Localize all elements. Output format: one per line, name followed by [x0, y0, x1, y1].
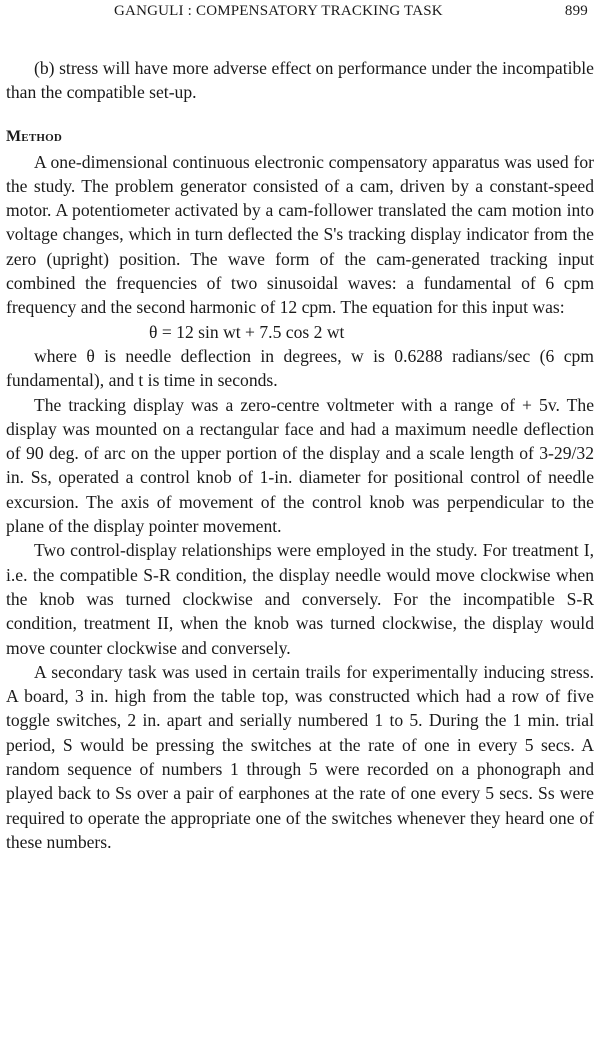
paragraph-apparatus: A one-dimensional continuous electronic compensatory apparatus was used for the study. The problem generator consisted of a cam, driven by a constant-speed motor. A potentiometer activated by a cam-follower translated the cam motion into voltage changes, which in turn deflected the S's tracking display indicator from the zero (upright) position. The wave form of the cam-generated tracking input combined the frequencies of two sinusoidal waves: a fundamental of 6 cpm frequency and the second harmonic of 12 cpm. The equation for this input was:: [6, 151, 594, 318]
section-heading-method: Method: [6, 127, 63, 145]
equation: θ = 12 sin wt + 7.5 cos 2 wt: [149, 321, 345, 342]
paragraph-tracking-display: The tracking display was a zero-centre voltmeter with a range of + 5v. The display was mounted on a rectangular face and had a maximum needle deflection of 90 deg. of arc on the upper portion of the display and a scale length of 3-29/32 in. Ss, operated a control knob of 1-in. diameter for positional control of needle excursion. The axis of movement of the control knob was perpendicular to the plane of the display pointer movement.: [6, 394, 594, 537]
body-text: [6, 56, 594, 854]
paragraph-equation-terms: where θ is needle deflection in degrees, w is 0.6288 radians/sec (6 cpm fundamental), and t is time in seconds.: [6, 345, 594, 391]
paragraph-secondary-task: A secondary task was used in certain trails for experimentally inducing stress. A board, 3 in. high from the table top, was constructed which had a row of five toggle switches, 2 in. apart and serially numbered 1 to 5. During the 1 min. trial period, S would be pressing the switches at the rate of one in every 5 secs. A random sequence of numbers 1 through 5 were recorded on a phonograph and played back to Ss over a pair of earphones at the rate of one every 5 secs. Ss were required to operate the appropriate one of the switches whenever they heard one of these numbers.: [6, 661, 594, 852]
page-number: 899: [564, 3, 588, 19]
hypothesis-b: (b) stress will have more adverse effect on performance under the incompatible than the compatible set-up.: [6, 58, 594, 103]
paragraph-control-display: Two control-display relationships were employed in the study. For treatment I, i.e. the compatible S-R condition, the display needle would move clockwise when the knob was turned clockwise and conversely. For the incompatible S-R condition, treatment II, when the knob was turned clockwise, the display would move counter clockwise and conversely.: [6, 540, 594, 658]
running-title: GANGULI : COMPENSATORY TRACKING TASK: [114, 3, 443, 19]
page: [6, 0, 594, 854]
running-head: [6, 0, 594, 22]
